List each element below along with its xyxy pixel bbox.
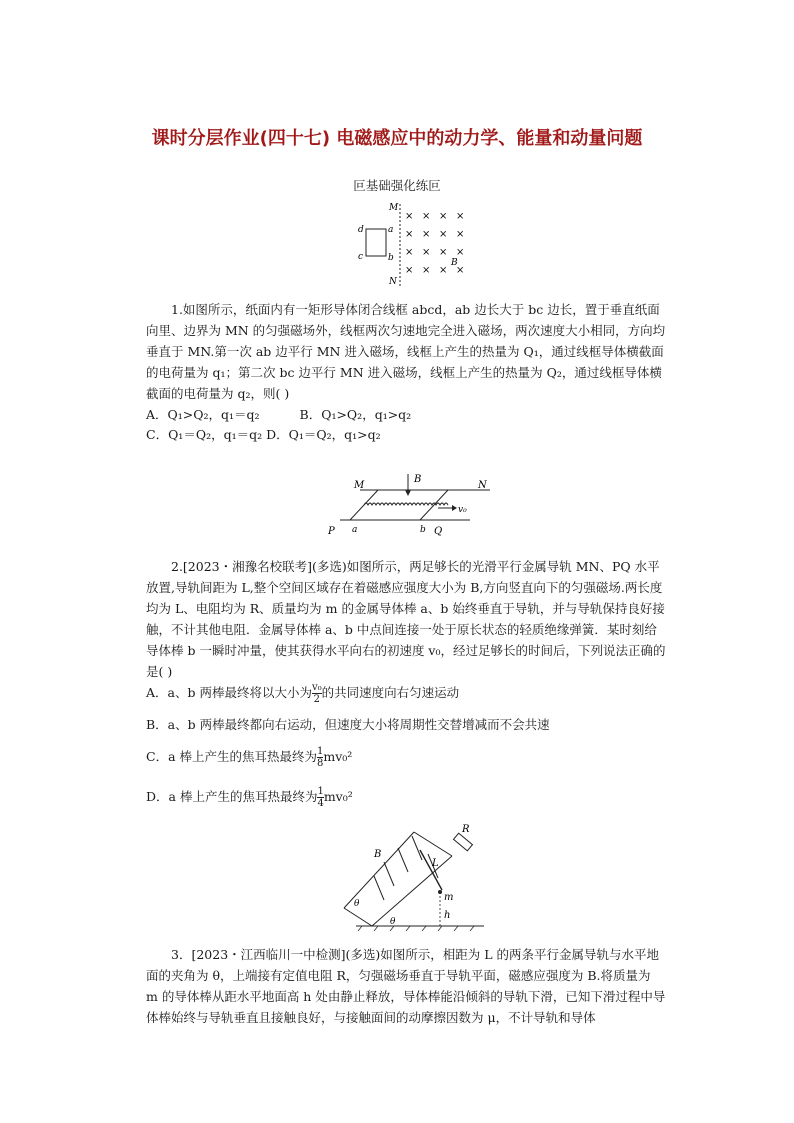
label-B: B [414, 474, 422, 485]
label-b: b [388, 253, 394, 263]
label-L: L [432, 858, 439, 869]
label-theta-upper: θ [354, 899, 360, 909]
label-theta-lower: θ [390, 917, 396, 927]
question-2-text: 2.[2023・湘豫名校联考](多选)如图所示，两足够长的光滑平行金属导轨 MN、PQ 水平放置,导轨间距为 L,整个空间区域存在着磁感应强度大小为 B,方向竖直向下的匀强磁场.两长度均为 L、电阻均为 R、质量均为 m 的金属导体棒 a、b 始终垂直于导轨，并与导轨保持良好接触，不计其他电阻．金属导体棒 a、b 中点间连接一处于原长状态的轻质绝缘弹簧．某时刻给导体棒 b 一瞬时冲量，使其获得水平向右的初速度 v₀，经过足够长的时间后，下列说法正确的是( ) [146, 559, 666, 679]
velocity-arrow-head [452, 505, 457, 511]
fraction-v0-over-2: $\frac{\text{v₀}}{2}$ [311, 682, 322, 705]
question-1-text: 1.如图所示，纸面内有一矩形导体闭合线框 abcd，ab 边长大于 bc 边长，置于垂直纸面向里、边界为 MN 的匀强磁场外，线框两次匀速地完全进入磁场，两次速度大小相同，方向均垂直于 MN.第一次 ab 边平行 MN 进入磁场，线框上产生的热量为 Q₁，通过线框导体横截面的电荷量为 q₁；第二次 bc 边平行 MN 进入磁场，线框上产生的热量为 Q₂，通过线框导体横截面的电荷量为 q₂，则( ) [146, 302, 666, 401]
label-P: P [328, 526, 335, 537]
field-crosses [405, 211, 464, 276]
cross: × [405, 229, 414, 240]
label-M: M [389, 203, 399, 213]
label-d: d [358, 225, 364, 235]
q2-option-a [146, 682, 459, 705]
label-a: a [352, 525, 358, 535]
label-N: N [478, 480, 487, 491]
cross: × [439, 229, 448, 240]
rail-end [344, 908, 372, 926]
figure-1-magnetic-field-frame [352, 198, 474, 290]
cross: × [422, 229, 431, 240]
q1-option-a: A．Q₁>Q₂，q₁＝q₂ [146, 407, 260, 422]
cross: × [439, 247, 448, 258]
fraction-1-over-4: $\frac{1}{4}$ [317, 786, 324, 809]
cross: × [422, 211, 431, 222]
label-M: M [354, 480, 365, 491]
field-arrow-head [405, 490, 411, 496]
page-title: 课时分层作业(四十七) 电磁感应中的动力学、能量和动量问题 [151, 128, 643, 149]
cross: × [456, 265, 465, 276]
label-h: h [444, 910, 451, 921]
label-b: b [420, 525, 426, 535]
question-3-text: 3．[2023・江西临川一中检测](多选)如图所示，相距为 L 的两条平行金属导轨与水平地面的夹角为 θ，上端接有定值电阻 R，匀强磁场垂直于导轨平面，磁感应强度为 B.将质量为 m 的导体棒从距水平地面高 h 处由静止释放，导体棒能沿倾斜的导轨下滑，已知下滑过程中导体棒始终与导轨垂直且接触良好，与接触面间的动摩擦因数为 μ，不计导轨和导体 [146, 947, 666, 1025]
cross: × [439, 265, 448, 276]
mass-point [438, 890, 442, 894]
figure-2-parallel-rails [320, 468, 500, 540]
spring [364, 503, 448, 505]
q2-option-d [146, 786, 353, 809]
q1-option-c: C．Q₁＝Q₂，q₁＝q₂ [146, 427, 263, 442]
resistor [454, 833, 473, 851]
field-arrows [374, 836, 438, 900]
q1-options-row-1 [146, 405, 411, 425]
q2-option-d-suffix: mv₀² [323, 789, 353, 804]
label-Q: Q [434, 526, 443, 537]
cross: × [439, 211, 448, 222]
label-B: B [374, 849, 382, 860]
label-m: m [444, 892, 454, 903]
q2-option-b: B．a、b 两棒最终都向右运动，但速度大小将周期性交替增减而不会共速 [146, 717, 550, 732]
cross: × [405, 265, 414, 276]
q2-option-a-prefix: A．a、b 两棒最终将以大小为 [146, 685, 312, 700]
ground-hatch [358, 926, 474, 931]
q2-option-d-prefix: D．a 棒上产生的焦耳热最终为 [146, 789, 318, 804]
fraction-1-over-8: $\frac{1}{8}$ [317, 746, 324, 769]
label-a: a [388, 225, 394, 235]
q2-option-a-suffix: 的共同速度向右匀速运动 [321, 685, 460, 700]
label-B: B [451, 258, 458, 268]
label-R: R [462, 824, 470, 835]
cross: × [422, 265, 431, 276]
label-v0: v₀ [458, 505, 467, 515]
cross: × [405, 247, 414, 258]
figure-3-inclined-rails [334, 822, 490, 934]
q2-option-c [146, 746, 352, 769]
rail-top [414, 832, 452, 856]
q1-option-b: B．Q₁>Q₂，q₁>q₂ [299, 407, 412, 422]
cross: × [456, 247, 465, 258]
q1-options-row-2 [146, 425, 381, 445]
conductor-rod [420, 850, 442, 890]
cross: × [456, 229, 465, 240]
q2-option-c-prefix: C．a 棒上产生的焦耳热最终为 [146, 749, 317, 764]
rectangular-frame [366, 229, 386, 256]
label-c: c [358, 252, 364, 262]
label-N: N [389, 277, 397, 287]
upper-rail [344, 832, 414, 908]
cross: × [456, 211, 465, 222]
section-heading: 叵基础强化练叵 [353, 178, 441, 193]
cross: × [422, 247, 431, 258]
q1-option-d: D．Q₁＝Q₂，q₁>q₂ [266, 427, 381, 442]
cross: × [405, 211, 414, 222]
q2-option-c-suffix: mv₀² [323, 749, 353, 764]
